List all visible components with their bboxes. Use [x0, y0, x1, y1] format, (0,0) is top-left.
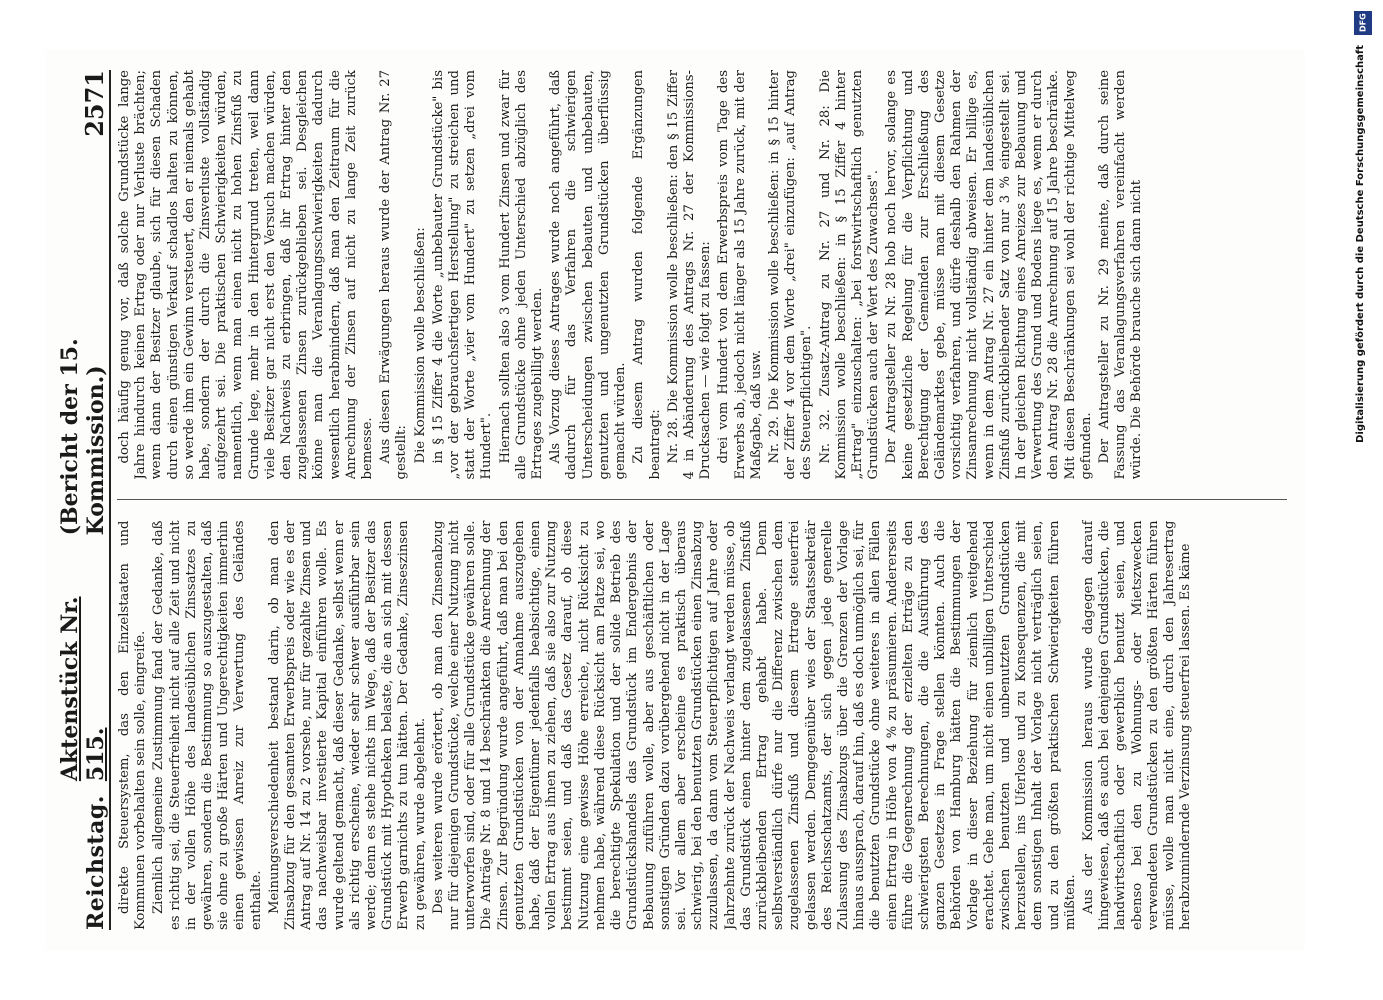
paragraph: Aus diesen Erwägungen heraus wurde der Antrag Nr. 27 gestellt: [378, 70, 410, 480]
paragraph: direkte Steuersystem, das den Einzelstaaten und Kommunen vorbehalten sein solle, eingreife. [117, 520, 149, 930]
paragraph: Zu diesem Antrag wurden folgende Ergänzungen beantragt: [631, 70, 663, 480]
header-left: Reichstag. [83, 795, 109, 930]
paragraph: Nr. 32. Zusatz-Antrag zu Nr. 27 und Nr. 28: Die Kommission wolle beschließen: in § 15 Ziffer 4 hinter „Ertrag" einzuschalten: „bei forstwirtschaftlich genutzten Grundstücken auch der Wert des Zuwachses". [817, 70, 882, 480]
page-number: 2571 [80, 70, 109, 137]
paragraph: doch häufig genug vor, daß solche Grundstücke lange Jahre hindurch keinen Ertrag oder nur Verluste brächten; wenn dann der Besitzer glaube, sich für diesen Schaden durch einen günstigen Verkauf schadlos halten zu können, so werde ihm ein Gewinn versteuert, den er niemals gehabt habe, sondern der durch die Zinsverluste vollständig aufgezehrt sei. Die praktischen Schwierigkeiten würden, namentlich, wenn man einen nicht zu hohen Zinsfuß zu Grunde lege, mehr in den Hintergrund treten, weil dann viele Besitzer gar nicht erst den Versuch machen würden, den Nachweis zu erbringen, daß ihr Ertrag hinter den zugelassenen Zinsen zurückgeblieben sei. Desgleichen könne man die Veranlagungsschwierigkeiten dadurch wesentlich herabmindern, daß man den Zeitraum für die Anrechnung der Zinsen auf nicht zu lange Zeit zurück bemesse. [117, 70, 376, 480]
paragraph: in § 15 Ziffer 4 die Worte „unbebauter Grundstücke" bis „vor der gebrauchsfertigen Herstellung" zu streichen und statt der Worte „vier vom Hundert" zu setzen „drei vom Hundert". [430, 70, 495, 480]
text-columns [117, 70, 1287, 930]
dfg-logo: DFG [1354, 11, 1372, 35]
paragraph: Ziemlich allgemeine Zustimmung fand der Gedanke, daß es richtig sei, die Steuerfreiheit nicht auf alle Zeit und nicht in der vollen Höhe des landesüblichen Zinssatzes zu gewähren, sondern die Bestimmung so auszugestalten, daß sie ohne zu große Härten und Ungerechtigkeiten immerhin einen gewissen Anreiz zur Verwertung des Geländes enthalte. [151, 520, 264, 930]
text-column-right [117, 70, 1287, 480]
paragraph: Der Antragsteller zu Nr. 29 meinte, daß durch seine Fassung das Veranlagungsverfahren vereinfacht werden würde. Die Behörde brauche sich dann nicht [1096, 70, 1145, 480]
paragraph: Der Antragsteller zu Nr. 28 hob noch hervor, solange es keine gesetzliche Regelung für die Verpflichtung und Berechtigung der Gemeinden zur Erschließung des Geländemarktes gebe, müsse man mit diesem Gesetze vorsichtig verfahren, und dürfe deshalb den Rahmen der Zinsanrechnung nicht vollständig abweisen. Er billige es, wenn in dem Antrag Nr. 27 ein hinter dem landesüblichen Zinsfuß zurückbleibender Satz von nur 3 % eingestellt sei. In der gleichen Richtung eines Anreizes zur Bebauung und Verwertung des Grund und Bodens liege es, wenn er durch den Antrag Nr. 28 die Anrechnung auf 15 Jahre beschränke. Mit diesen Beschränkungen sei wohl der richtige Mittelweg gefunden. [884, 70, 1094, 480]
text-column-left [117, 521, 1287, 931]
column-divider [117, 500, 1287, 501]
paragraph: Meinungsverschiedenheit bestand darin, ob man den Zinsabzug für den gesamten Erwerbspreis oder wie es der Antrag auf Nr. 14 zu 2 vorsehe, nur für gezahlte Zinsen und das nachweisbar investierte Kapital einführen wolle. Es wurde geltend gemacht, daß dieser Gedanke, selbst wenn er als richtig erscheine, wieder sehr schwer ausführbar sein werde; denn es stehe nichts im Wege, daß der Besitzer das Grundstück mit Hypotheken belaste, die an sich mit dessen Erwerb garnichts zu tun hätten. Der Gedanke, Zinseszinsen zu gewähren, wurde abgelehnt. [266, 520, 428, 930]
page-header [57, 70, 111, 930]
document-page [45, 50, 1305, 950]
header-right: (Bericht der 15. Kommission.) [57, 338, 109, 536]
paragraph: Als Vorzug dieses Antrages wurde noch angeführt, daß dadurch für das Verfahren die schwierigen Unterscheidungen zwischen bebauten und unbebauten, genutzten und ungenutzten Grundstücken überflüssig gemacht würden. [548, 70, 629, 480]
paragraph: Aus der Kommission heraus wurde dagegen darauf hingewiesen, daß es auch bei denjenigen Grundstücken, die landwirtschaftlich oder gewerblich benutzt seien, und ebenso bei den zu Wohnungs- oder Mietszwecken verwendeten Grundstücken zu den größten Härten führen müsse, wolle man nicht eine, durch den Jahresertrag herabzumindernde Verzinsung steuerfrei lassen. Es käme [1080, 520, 1194, 930]
digitization-credit: Digitalisierung gefördert durch die Deutsche Forschungsgemeinschaft [1355, 45, 1366, 443]
paragraph: Hiernach sollten also 3 vom Hundert Zinsen und zwar für alle Grundstücke ohne jeden Unterschied abzüglich des Ertrages zugebilligt werden. [497, 70, 546, 480]
paragraph: Nr. 29. Die Kommission wolle beschließen: in § 15 hinter der Ziffer 4 vor dem Worte „drei" einzufügen: „auf Antrag des Steuerpflichtigen". [766, 70, 815, 480]
paragraph: drei vom Hundert von dem Erwerbspreis vom Tage des Erwerbs ab, jedoch nicht länger als 15 Jahre zurück, mit der Maßgabe, daß usw. [716, 70, 764, 480]
paragraph: Des weiteren wurde erörtert, ob man den Zinsenabzug nur für diejenigen Grundstücke, welche einer Nutzung nicht unterworfen sind, oder für alle Grundstücke gewähren solle. Die Anträge Nr. 8 und 14 beschränkten die Anrechnung der Zinsen. Zur Begründung wurde angeführt, daß man bei den genutzten Grundstücken von der Annahme auszugehen habe, daß der Eigentümer jedenfalls beabsichtige, einen vollen Ertrag aus ihnen zu ziehen, daß sie also zur Nutzung bestimmt seien, und daß das Gesetz darauf, ob diese Nutzung eine gewisse Höhe erreiche, nicht Rücksicht zu nehmen habe, während diese Rücksicht am Platze sei, wo die berechtigte Spekulation und der solide Betrieb des Grundstückshandels das Grundstück im Endergebnis der Bebauung zuführen wolle, aber aus geschäftlichen oder sonstigen Gründen dazu vorübergehend nicht in der Lage sei. Vor allem aber erscheine es praktisch überaus schwierig, bei den benutzten Grundstücken einen Zinsabzug zuzulassen, da dann vom Steuerpflichtigen auf Jahre oder Jahrzehnte zurück der Nachweis verlangt werden müsse, ob das Grundstück einen hinter dem zugelassenen Zinsfuß zurückbleibenden Ertrag gehabt habe. Denn selbstverständlich dürfe nur die Differenz zwischen dem zugelassenen Zinsfuß und diesem Ertrage steuerfrei gelassen werden. Demgegenüber wies der Staatssekretär des Reichsschatzamts, der sich gegen jede generelle Zulassung des Zinsabzugs über die Grenzen der Vorlage hinaus aussprach, darauf hin, daß es doch unmöglich sei, für die benutzten Grundstücke ohne weiteres in allen Fällen einen Ertrag in Höhe von 4 % zu präsumieren. Andererseits führe die Gegenrechnung der erzielten Erträge zu den schwierigsten Berechnungen, die die Ausführung des ganzen Gesetzes in Frage stellen könnten. Auch die Behörden von Hamburg hätten die Bestimmungen der Vorlage in dieser Beziehung für ziemlich weitgehend erachtet. Gehe man, um nicht einen unbilligen Unterschied zwischen benutzten und unbenutzten Grundstücken herzustellen, ins Uferlose und zu Konsequenzen, die mit dem sonstigen Inhalt der Vorlage nicht verträglich seien, und zu den größten praktischen Schwierigkeiten führen müßten. [430, 520, 1078, 930]
paragraph: Nr. 28. Die Kommission wolle beschließen: den § 15 Ziffer 4 in Abänderung des Antrags Nr. 27 der Kommissions-Drucksachen — wie folgt zu fassen: [665, 70, 714, 480]
digitization-sidebar [1351, 5, 1375, 995]
paragraph: Die Kommission wolle beschließen: [412, 227, 428, 464]
header-document-number: Aktenstück Nr. 515. [57, 596, 109, 782]
